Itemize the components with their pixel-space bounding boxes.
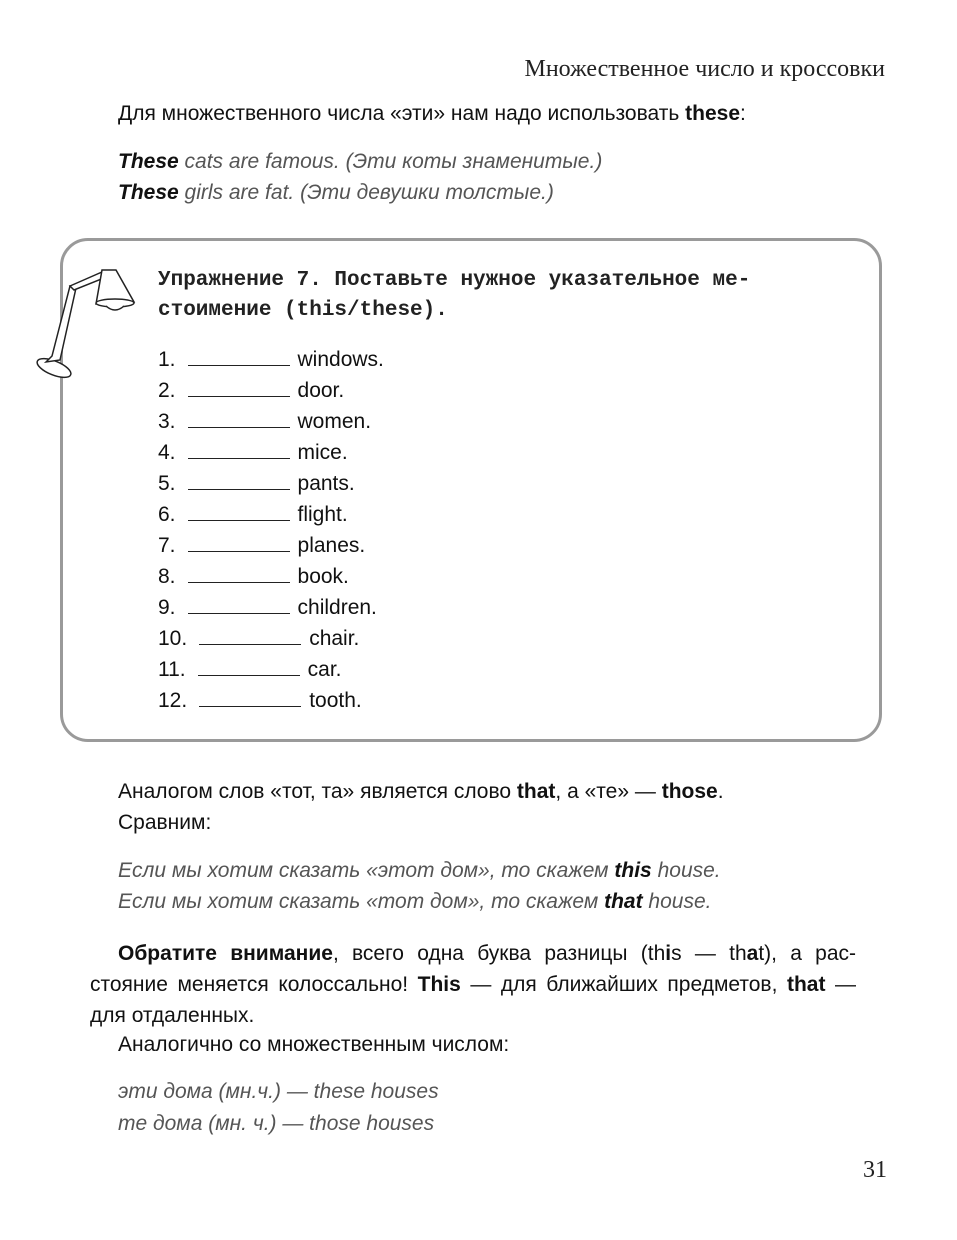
exercise-item: 7. planes. <box>158 531 384 562</box>
answer-blank[interactable] <box>188 345 290 366</box>
page-number: 31 <box>863 1157 887 1183</box>
answer-blank[interactable] <box>199 624 301 645</box>
exercise-list <box>158 345 384 717</box>
exercise-item: 3. women. <box>158 407 384 438</box>
example-line: These cats are famous. (Эти коты знаменитые.) <box>118 150 603 173</box>
answer-blank[interactable] <box>188 407 290 428</box>
exercise-item: 2. door. <box>158 376 384 407</box>
exercise-item: 12. tooth. <box>158 686 384 717</box>
plural-intro: Аналогично со множественным числом: <box>118 1033 510 1056</box>
answer-blank[interactable] <box>188 593 290 614</box>
exercise-item: 10. chair. <box>158 624 384 655</box>
analog-line: Аналогом слов «тот, та» является слово that, а «те» — those. <box>118 780 724 803</box>
intro-bold: these <box>685 102 740 125</box>
compare-label: Сравним: <box>118 811 212 834</box>
exercise-item: 1. windows. <box>158 345 384 376</box>
running-header: Множественное число и кроссовки <box>524 56 885 82</box>
exercise-item: 9. children. <box>158 593 384 624</box>
example-line: эти дома (мн.ч.) — these houses <box>118 1080 439 1103</box>
answer-blank[interactable] <box>188 469 290 490</box>
answer-blank[interactable] <box>188 376 290 397</box>
exercise-item: 8. book. <box>158 562 384 593</box>
example-line: Если мы хотим сказать «этот дом», то скажем this house. <box>118 859 721 882</box>
answer-blank[interactable] <box>188 438 290 459</box>
example-line: Если мы хотим сказать «тот дом», то скажем that house. <box>118 890 712 913</box>
exercise-title: Упражнение 7. Поставьте нужное указательное ме- стоимение (this/these). <box>158 269 751 322</box>
example-line: те дома (мн. ч.) — those houses <box>118 1112 435 1135</box>
intro-text: Для множественного числа «эти» нам надо использовать these: <box>118 102 746 125</box>
exercise-item: 4. mice. <box>158 438 384 469</box>
answer-blank[interactable] <box>188 562 290 583</box>
note-paragraph: Обратите внимание, всего одна буква разницы (this — that), а рас-стояние меняется колоссально! This — для ближайших предметов, that — для отдаленных. <box>90 942 856 1027</box>
answer-blank[interactable] <box>188 500 290 521</box>
exercise-item: 6. flight. <box>158 500 384 531</box>
answer-blank[interactable] <box>199 686 301 707</box>
example-line: These girls are fat. (Эти девушки толстые.) <box>118 181 554 204</box>
exercise-item: 11. car. <box>158 655 384 686</box>
answer-blank[interactable] <box>188 531 290 552</box>
answer-blank[interactable] <box>198 655 300 676</box>
exercise-item: 5. pants. <box>158 469 384 500</box>
desk-lamp-icon <box>30 262 150 386</box>
